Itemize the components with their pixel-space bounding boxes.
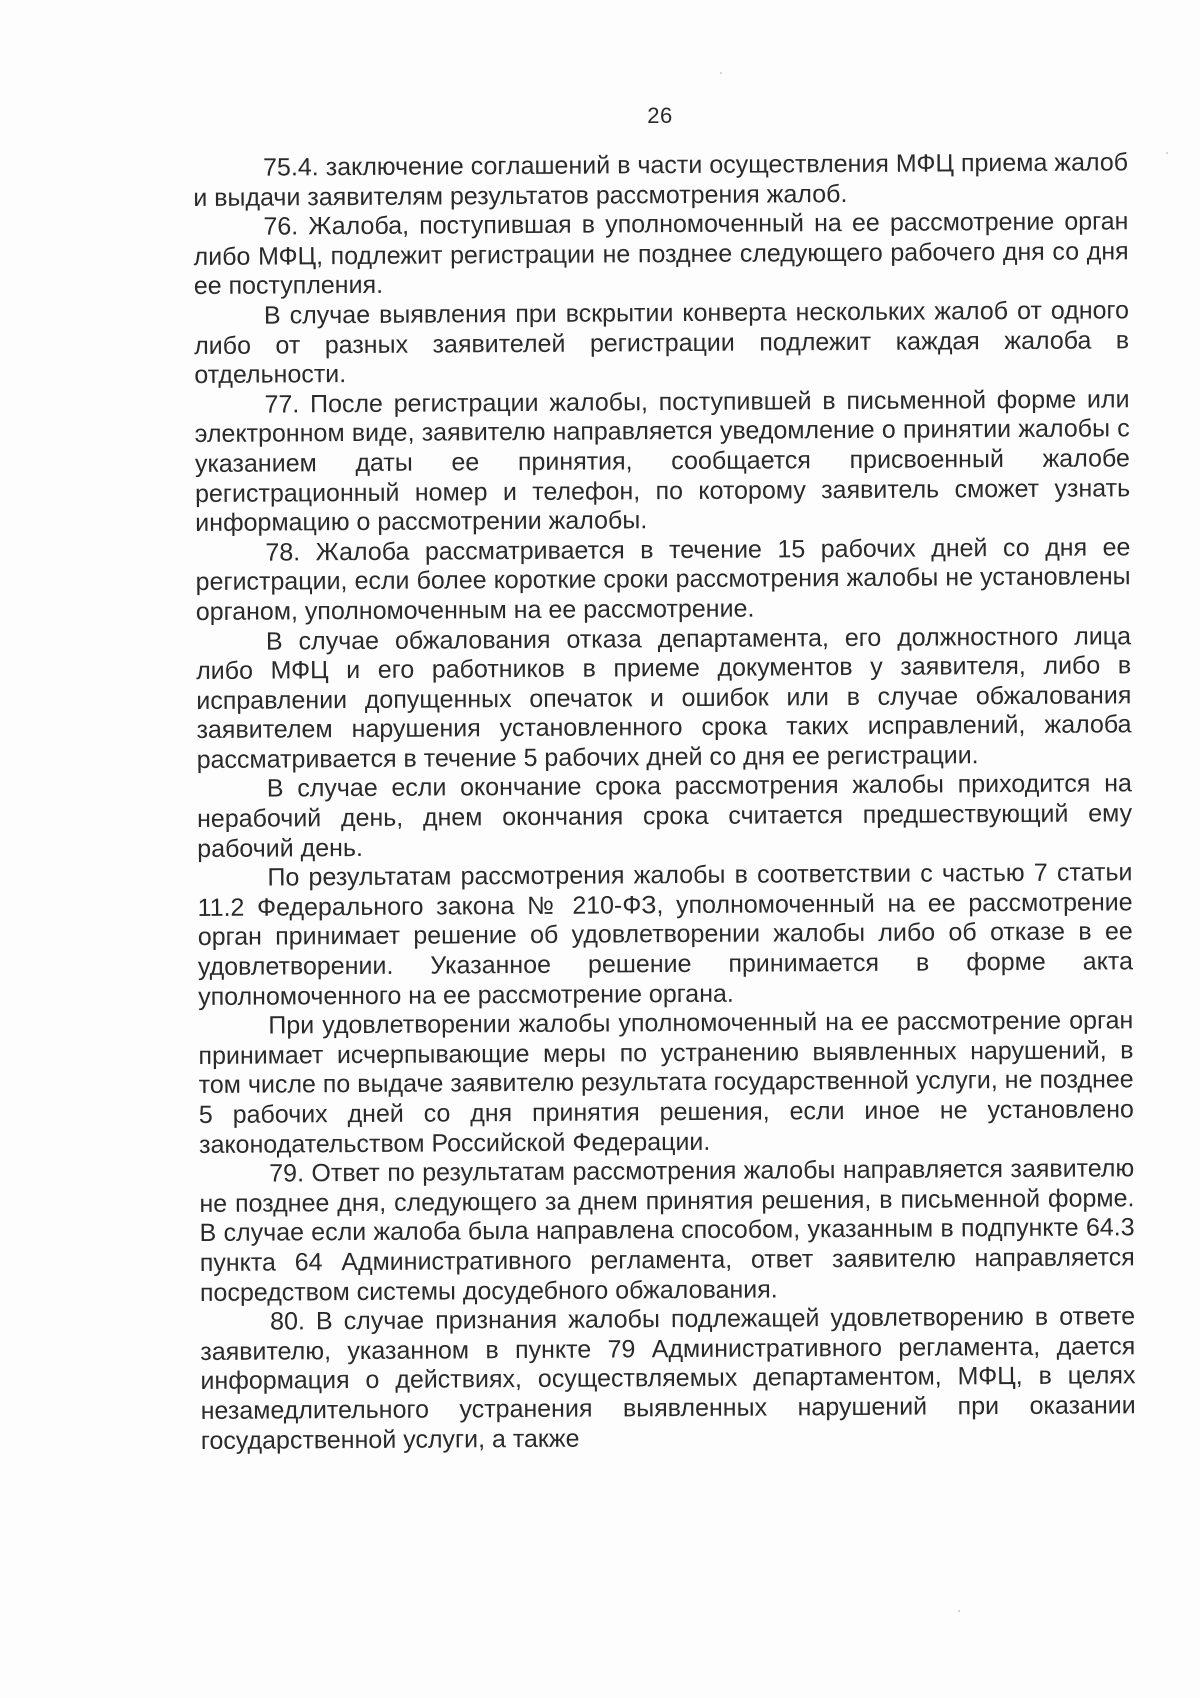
paragraph-78-nonworking-day: В случае если окончание срока рассмотрения жалобы приходится на нерабочий день, днем окончания срока считается предшествующий ему рабочий день.: [196, 769, 1133, 863]
paragraph-79: 79. Ответ по результатам рассмотрения жалобы направляется заявителю не позднее дня, следующего за днем принятия решения, в письменной форме. В случае если жалоба была направлена способом, указанным в подпункте 64.3 пункта 64 Административного регламента, ответ заявителю направляется посредством системы досудебного обжалования.: [199, 1154, 1135, 1307]
paragraph-76-multiple-complaints: В случае выявления при вскрытии конверта нескольких жалоб от одного либо от разных заявителей регистрации подлежит каждая жалоба в отдельности.: [194, 296, 1130, 390]
paragraph-80: 80. В случае признания жалобы подлежащей удовлетворению в ответе заявителю, указанном в пункте 79 Административного регламента, дается информация о действиях, осуществляемых департаментом, МФЦ, в целях незамедлительного устранения выявленных нарушений при оказании государственной услуги, а также: [200, 1302, 1136, 1455]
paragraph-77: 77. После регистрации жалобы, поступившей в письменной форме или электронном виде, заявителю направляется уведомление о принятии жалобы с указанием даты ее принятия, сообщается присвоенный жалобе регистрационный номер и телефон, по которому заявитель сможет узнать информацию о рассмотрении жалобы.: [194, 385, 1131, 538]
scan-speck: [1166, 152, 1168, 154]
paragraph-78-satisfaction-measures: При удовлетворении жалобы уполномоченный на ее рассмотрение орган принимает исчерпывающие меры по устранению выявленных нарушений, в том числе по выдаче заявителю результата государственной услуги, не позднее 5 рабочих дней со дня принятия решения, если иное не установлено законодательством Российской Федерации.: [198, 1006, 1134, 1159]
paragraph-78-refusal-appeal: В случае обжалования отказа департамента, его должностного лица либо МФЦ и его работников в приеме документов у заявителя, либо в исправлении допущенных опечаток и ошибок или в случае обжалования заявителем нарушения установленного срока таких исправлений, жалоба рассматривается в течение 5 рабочих дней со дня ее регистрации.: [196, 621, 1132, 774]
paragraph-78: 78. Жалоба рассматривается в течение 15 рабочих дней со дня ее регистрации, если более короткие сроки рассмотрения жалобы не установлены органом, уполномоченным на ее рассмотрение.: [195, 533, 1131, 626]
paragraph-76: 76. Жалоба, поступившая в уполномоченный на ее рассмотрение орган либо МФЦ, подлежит регистрации не позднее следующего рабочего дня со дня ее поступления.: [193, 207, 1129, 301]
paragraph-78-decision: По результатам рассмотрения жалобы в соответствии с частью 7 статьи 11.2 Федерального закона № 210-ФЗ, уполномоченный на ее рассмотрение орган принимает решение об удовлетворении жалобы либо об отказе в ее удовлетворении. Указанное решение принимается в форме акта уполномоченного на ее рассмотрение органа.: [197, 858, 1134, 1011]
page-number: 26: [647, 103, 673, 128]
paragraph-75-4: 75.4. заключение соглашений в части осуществления МФЦ приема жалоб и выдачи заявителям результатов рассмотрения жалоб.: [193, 148, 1129, 212]
scan-speck: [720, 72, 722, 74]
scan-speck: [958, 1610, 960, 1612]
document-body: [193, 148, 1136, 1456]
